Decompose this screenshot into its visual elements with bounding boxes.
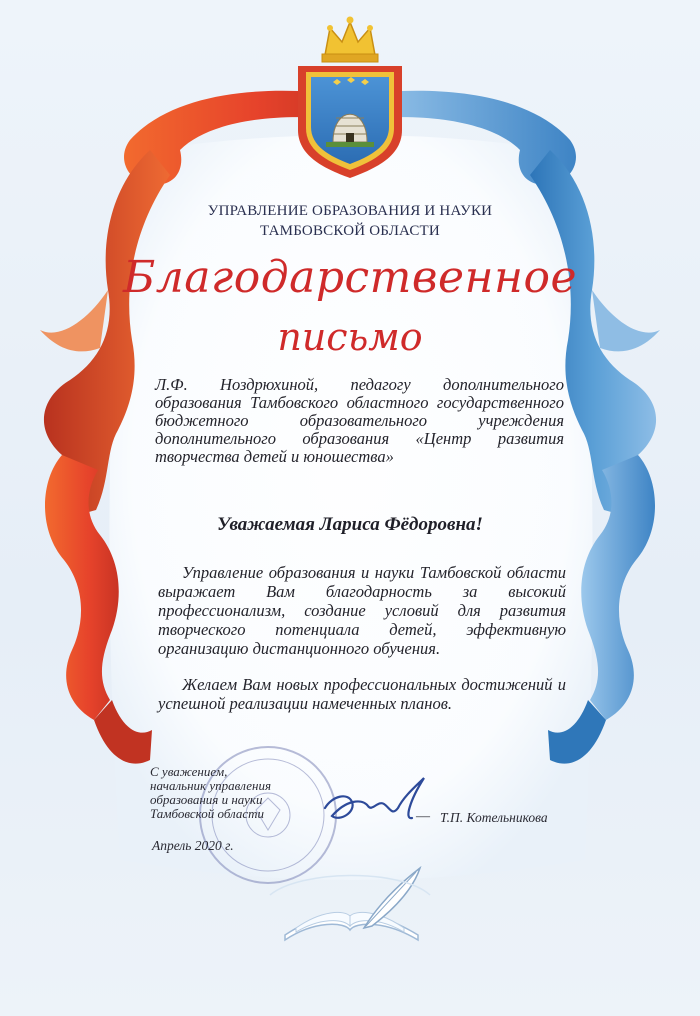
signature-title-line-2: образования и науки: [150, 792, 263, 807]
issuer-name-line-2: ТАМБОВСКОЙ ОБЛАСТИ: [260, 223, 440, 239]
body-paragraph-2: Желаем Вам новых профессиональных достижений и успешной реализации намеченных планов.: [158, 675, 566, 713]
signature-closing: С уважением,: [150, 764, 228, 779]
body-paragraph-1: Управление образования и науки Тамбовской области выражает Вам благодарность за высокий профессионализм, создание условий для развития творческого потенциала детей, эффективную организацию дистанционного обучения.: [158, 563, 566, 658]
document-title-line-2: письмо: [277, 315, 423, 359]
signature-title-line-3: Тамбовской области: [150, 806, 265, 821]
recipient-address: Л.Ф. Ноздрюхиной, педагогу дополнительного образования Тамбовского областного государственного бюджетного образовательного учреждения дополнительного образования «Центр развития творчества детей и юношества»: [155, 375, 564, 466]
signer-name: Т.П. Котельникова: [440, 810, 548, 825]
document-date: Апрель 2020 г.: [152, 838, 234, 853]
signature-dash: —: [416, 809, 430, 824]
issuer-name-line-1: УПРАВЛЕНИЕ ОБРАЗОВАНИЯ И НАУКИ: [207, 203, 493, 219]
greeting: Уважаемая Лариса Фёдоровна!: [217, 514, 483, 535]
tambov-coat-of-arms-icon: [298, 17, 402, 179]
signature-title-line-1: начальник управления: [150, 778, 272, 793]
document-title-line-1: Благодарственное: [122, 252, 578, 303]
